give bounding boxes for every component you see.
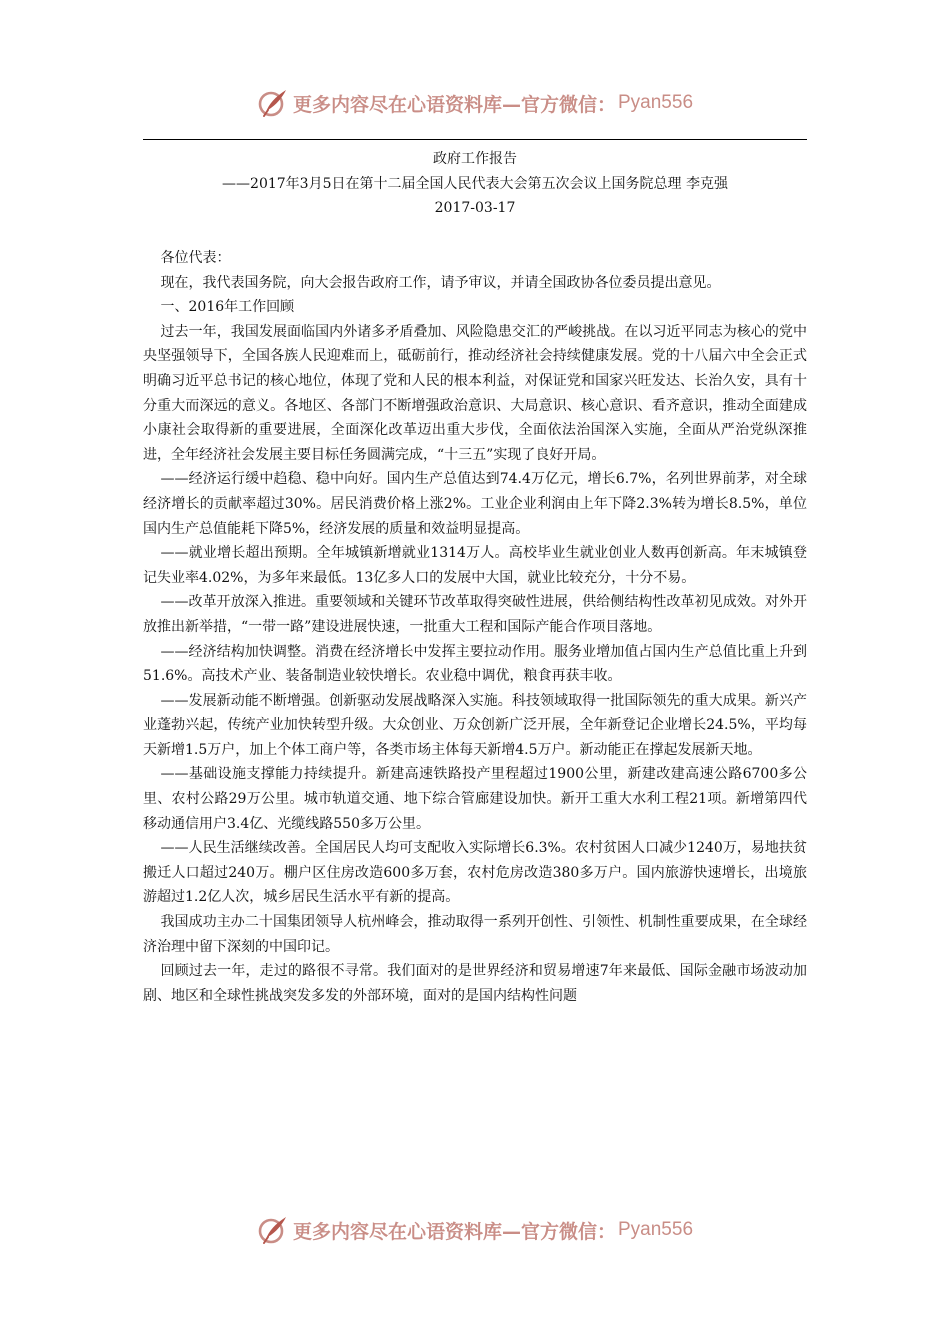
paragraph: ——经济运行缓中趋稳、稳中向好。国内生产总值达到74.4万亿元，增长6.7%，名列世界前茅，对全球经济增长的贡献率超过30%。居民消费价格上涨2%。工业企业利润由上年下降2.3%转为增长8.5%，单位国内生产总值能耗下降5%，经济发展的质量和效益明显提高。 (143, 471, 807, 537)
document-body (143, 246, 807, 1008)
paragraph: 现在，我代表国务院，向大会报告政府工作，请予审议，并请全国政协各位委员提出意见。 (160, 274, 721, 291)
watermark-banner-bottom (0, 1210, 950, 1250)
document-date: 2017-03-17 (434, 200, 516, 216)
paragraph: 过去一年，我国发展面临国内外诸多矛盾叠加、风险隐患交汇的严峻挑战。在以习近平同志为核心的党中央坚强领导下，全国各族人民迎难而上，砥砺前行，推动经济社会持续健康发展。党的十八届六中全会正式明确习近平总书记的核心地位，体现了党和人民的根本利益，对保证党和国家兴旺发达、长治久安，具有十分重大而深远的意义。各地区、各部门不断增强政治意识、大局意识、核心意识、看齐意识，推动全面建成小康社会取得新的重要进展，全面深化改革迈出重大步伐，全面依法治国深入实施，全面从严治党纵深推进，全年经济社会发展主要目标任务圆满完成，“十三五”实现了良好开局。 (143, 323, 807, 463)
watermark-text: 更多内容尽在心语资料库—官方微信： (292, 93, 616, 116)
watermark-wechat-id: Pyan556 (618, 92, 694, 113)
document-title: 政府工作报告 (433, 151, 517, 167)
quill-logo-icon (257, 87, 289, 119)
document-header (143, 147, 807, 221)
header-rule (143, 139, 807, 140)
paragraph: ——发展新动能不断增强。创新驱动发展战略深入实施。科技领域取得一批国际领先的重大成果。新兴产业蓬勃兴起，传统产业加快转型升级。大众创业、万众创新广泛开展，全年新登记企业增长24.5%，平均每天新增1.5万户，加上个体工商户等，各类市场主体每天新增4.5万户。新动能正在撑起发展新天地。 (143, 692, 807, 758)
paragraph: 回顾过去一年，走过的路很不寻常。我们面对的是世界经济和贸易增速7年来最低、国际金融市场波动加剧、地区和全球性挑战突发多发的外部环境，面对的是国内结构性问题 (143, 963, 807, 1004)
paragraph: ——经济结构加快调整。消费在经济增长中发挥主要拉动作用。服务业增加值占国内生产总值比重上升到51.6%。高技术产业、装备制造业较快增长。农业稳中调优，粮食再获丰收。 (143, 643, 807, 685)
paragraph: ——改革开放深入推进。重要领域和关键环节改革取得突破性进展，供给侧结构性改革初见成效。对外开放推出新举措，“一带一路”建设进展快速，一批重大工程和国际产能合作项目落地。 (143, 594, 807, 635)
watermark-banner-top (0, 83, 950, 123)
paragraph: 各位代表： (160, 250, 231, 266)
watermark-text: 更多内容尽在心语资料库—官方微信： (292, 1220, 616, 1243)
paragraph: 我国成功主办二十国集团领导人杭州峰会，推动取得一系列开创性、引领性、机制性重要成果，在全球经济治理中留下深刻的中国印记。 (143, 914, 807, 955)
watermark-wechat-id: Pyan556 (618, 1219, 694, 1240)
quill-logo-icon (257, 1214, 289, 1246)
paragraph: ——基础设施支撑能力持续提升。新建高速铁路投产里程超过1900公里，新建改建高速公路6700多公里、农村公路29万公里。城市轨道交通、地下综合管廊建设加快。新开工重大水利工程21项。新增第四代移动通信用户3.4亿、光缆线路550多万公里。 (143, 766, 807, 832)
document-subtitle: ——2017年3月5日在第十二届全国人民代表大会第五次会议上国务院总理 李克强 (222, 175, 728, 192)
paragraph: ——就业增长超出预期。全年城镇新增就业1314万人。高校毕业生就业创业人数再创新高。年末城镇登记失业率4.02%，为多年来最低。13亿多人口的发展中大国，就业比较充分，十分不易。 (143, 545, 807, 586)
section-heading: 一、2016年工作回顾 (160, 299, 295, 316)
paragraph: ——人民生活继续改善。全国居民人均可支配收入实际增长6.3%。农村贫困人口减少1240万，易地扶贫搬迁人口超过240万。棚户区住房改造600多万套，农村危房改造380多万户。国内旅游快速增长，出境旅游超过1.2亿人次，城乡居民生活水平有新的提高。 (143, 840, 807, 906)
